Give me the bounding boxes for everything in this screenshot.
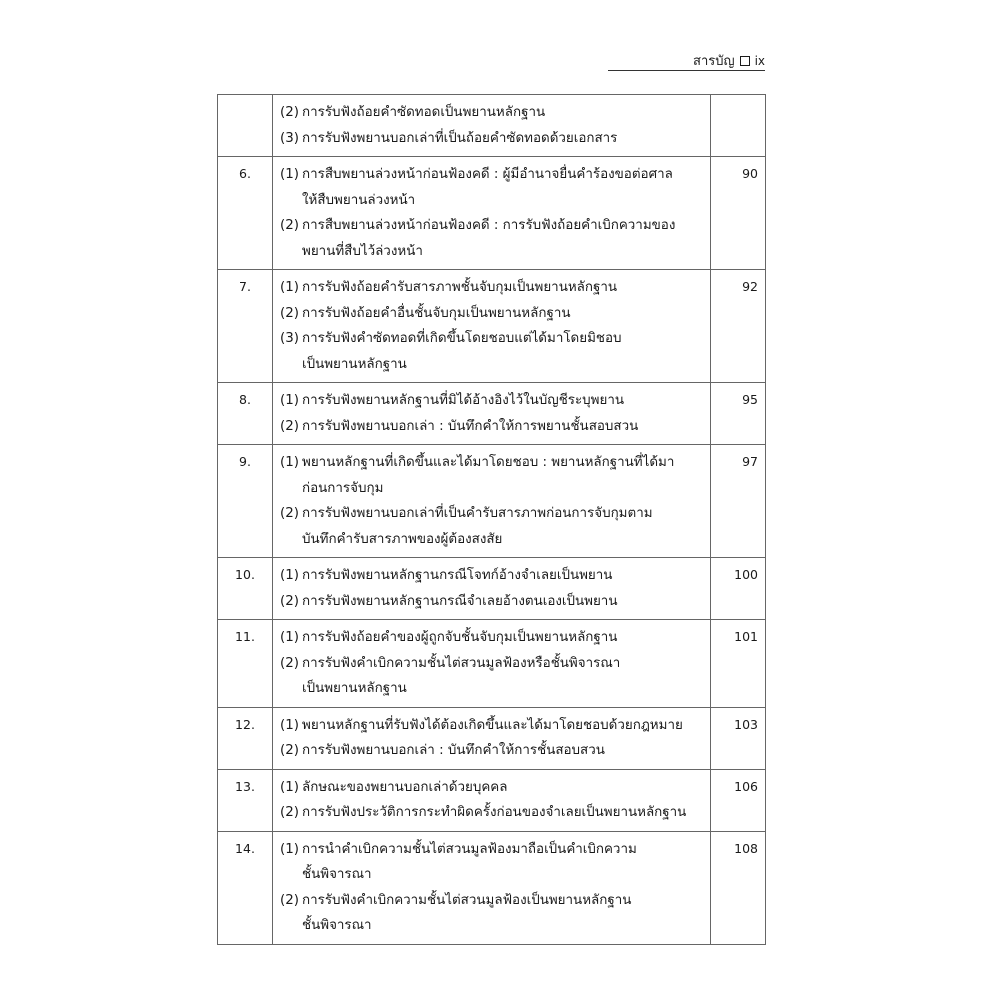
item-marker: (2): [280, 105, 299, 120]
chapter-number: 6.: [218, 157, 273, 270]
topic-entry: [280, 563, 706, 589]
topic-entry: [280, 414, 706, 440]
topic-entry: [280, 625, 706, 651]
topic-entry: [280, 738, 706, 764]
topic-text: การรับฟังพยานบอกเล่า : บันทึกคำให้การพยานชั้นสอบสวน: [302, 418, 639, 434]
item-marker: (2): [280, 305, 299, 321]
table-row: [218, 270, 766, 383]
topic-text-continued: เป็นพยานหลักฐาน: [302, 356, 407, 372]
topic-text-continued: ชั้นพิจารณา: [302, 867, 372, 882]
table-row: [218, 769, 766, 831]
topic-text-continued: ให้สืบพยานล่วงหน้า: [302, 192, 416, 208]
topic-entry: [280, 162, 706, 188]
item-marker: (2): [280, 418, 299, 434]
item-marker: (1): [280, 455, 299, 470]
table-row: [218, 707, 766, 769]
item-marker: (1): [280, 779, 299, 795]
topic-list: [273, 445, 711, 558]
topic-text: การรับฟังถ้อยคำอื่นชั้นจับกุมเป็นพยานหลักฐาน: [302, 305, 571, 321]
page-ref: 90: [711, 157, 766, 270]
topic-entry: [280, 589, 706, 615]
page-ref: 97: [711, 445, 766, 558]
chapter-number: [218, 95, 273, 157]
topic-text-continued: ชั้นพิจารณา: [302, 918, 372, 933]
topic-list: [273, 95, 711, 157]
chapter-number: 9.: [218, 445, 273, 558]
page-ref: 92: [711, 270, 766, 383]
item-marker: (1): [280, 630, 299, 645]
topic-text: การนำคำเบิกความชั้นไต่สวนมูลฟ้องมาถือเป็นคำเบิกความ: [302, 841, 637, 857]
topic-text: การรับฟังถ้อยคำซัดทอดเป็นพยานหลักฐาน: [302, 105, 546, 120]
chapter-number: 13.: [218, 769, 273, 831]
page-ref: 95: [711, 383, 766, 445]
topic-text-continued: พยานที่สืบไว้ล่วงหน้า: [302, 243, 423, 259]
topic-text: การสืบพยานล่วงหน้าก่อนฟ้องคดี : การรับฟังถ้อยคำเบิกความของ: [302, 218, 676, 233]
page-title: สารบัญ: [693, 54, 735, 69]
item-marker: (1): [280, 568, 299, 583]
topic-entry: [280, 501, 706, 527]
topic-text: การรับฟังพยานบอกเล่าที่เป็นคำรับสารภาพก่อนการจับกุมตาม: [302, 506, 653, 521]
topic-entry: [280, 326, 706, 352]
page-number: ix: [754, 53, 765, 68]
page-ref: 108: [711, 831, 766, 944]
topic-list: [273, 270, 711, 383]
topic-text: การรับฟังพยานหลักฐานกรณีจำเลยอ้างตนเองเป็นพยาน: [302, 593, 618, 609]
topic-entry: [280, 275, 706, 301]
item-marker: (2): [280, 218, 299, 233]
topic-text: การรับฟังถ้อยคำของผู้ถูกจับชั้นจับกุมเป็นพยานหลักฐาน: [302, 630, 618, 645]
topic-text-continued: เป็นพยานหลักฐาน: [302, 681, 407, 696]
topic-entry: [280, 775, 706, 801]
page-ref: 106: [711, 769, 766, 831]
topic-text-continued: ก่อนการจับกุม: [302, 480, 384, 496]
topic-text: การรับฟังคำซัดทอดที่เกิดขึ้นโดยชอบแต่ได้มาโดยมิชอบ: [302, 331, 622, 346]
item-marker: (2): [280, 805, 299, 820]
page-ref: 103: [711, 707, 766, 769]
topic-text: การรับฟังประวัติการกระทำผิดครั้งก่อนของจำเลยเป็นพยานหลักฐาน: [302, 805, 687, 820]
topic-list: [273, 769, 711, 831]
topic-entry: [280, 213, 706, 239]
topic-entry: [280, 651, 706, 677]
item-marker: (3): [280, 130, 299, 146]
topic-entry: [280, 388, 706, 414]
topic-entry: [280, 713, 706, 739]
topic-text: การรับฟังพยานบอกเล่าที่เป็นถ้อยคำซัดทอดด้วยเอกสาร: [302, 130, 618, 146]
topic-text: พยานหลักฐานที่เกิดขึ้นและได้มาโดยชอบ : พยานหลักฐานที่ได้มา: [302, 455, 675, 470]
page-ref: 101: [711, 620, 766, 708]
topic-text: การสืบพยานล่วงหน้าก่อนฟ้องคดี : ผู้มีอำนาจยื่นคำร้องขอต่อศาล: [302, 167, 673, 182]
topic-text: ลักษณะของพยานบอกเล่าด้วยบุคคล: [302, 779, 508, 795]
chapter-number: 14.: [218, 831, 273, 944]
table-row: [218, 383, 766, 445]
topic-text: การรับฟังพยานหลักฐานที่มิได้อ้างอิงไว้ในบัญชีระบุพยาน: [302, 393, 625, 408]
topic-list: [273, 383, 711, 445]
table-row: [218, 831, 766, 944]
topic-list: [273, 831, 711, 944]
item-marker: (1): [280, 717, 299, 733]
item-marker: (2): [280, 892, 299, 908]
table-row: [218, 620, 766, 708]
page-ref: [711, 95, 766, 157]
item-marker: (1): [280, 393, 299, 408]
topic-text: การรับฟังถ้อยคำรับสารภาพชั้นจับกุมเป็นพยานหลักฐาน: [302, 280, 618, 295]
chapter-number: 8.: [218, 383, 273, 445]
topic-text: พยานหลักฐานที่รับฟังได้ต้องเกิดขึ้นและได้มาโดยชอบด้วยกฎหมาย: [302, 717, 683, 733]
chapter-number: 10.: [218, 558, 273, 620]
table-row: [218, 157, 766, 270]
page-header: [608, 48, 765, 71]
topic-list: [273, 157, 711, 270]
item-marker: (1): [280, 280, 299, 295]
topic-text: การรับฟังคำเบิกความชั้นไต่สวนมูลฟ้องเป็นพยานหลักฐาน: [302, 892, 632, 908]
topic-entry: [280, 301, 706, 327]
item-marker: (2): [280, 593, 299, 609]
item-marker: (3): [280, 331, 299, 346]
topic-entry: [280, 126, 706, 152]
topic-list: [273, 558, 711, 620]
topic-entry: [280, 100, 706, 126]
table-row: [218, 95, 766, 157]
item-marker: (2): [280, 655, 299, 671]
topic-text: การรับฟังคำเบิกความชั้นไต่สวนมูลฟ้องหรือชั้นพิจารณา: [302, 655, 621, 671]
chapter-number: 11.: [218, 620, 273, 708]
table-row: [218, 558, 766, 620]
item-marker: (1): [280, 167, 299, 182]
topic-text-continued: บันทึกคำรับสารภาพของผู้ต้องสงสัย: [302, 531, 503, 547]
square-box-icon: [740, 56, 750, 66]
chapter-number: 12.: [218, 707, 273, 769]
topic-entry: [280, 888, 706, 914]
topic-entry: [280, 800, 706, 826]
item-marker: (2): [280, 743, 299, 758]
topic-entry: [280, 450, 706, 476]
topic-text: การรับฟังพยานบอกเล่า : บันทึกคำให้การชั้นสอบสวน: [302, 743, 605, 758]
table-row: [218, 445, 766, 558]
item-marker: (1): [280, 841, 299, 857]
topic-text: การรับฟังพยานหลักฐานกรณีโจทก์อ้างจำเลยเป็นพยาน: [302, 568, 613, 583]
topic-list: [273, 707, 711, 769]
topic-list: [273, 620, 711, 708]
topic-entry: [280, 837, 706, 863]
item-marker: (2): [280, 506, 299, 521]
chapter-number: 7.: [218, 270, 273, 383]
contents-table: [217, 94, 766, 945]
page-ref: 100: [711, 558, 766, 620]
